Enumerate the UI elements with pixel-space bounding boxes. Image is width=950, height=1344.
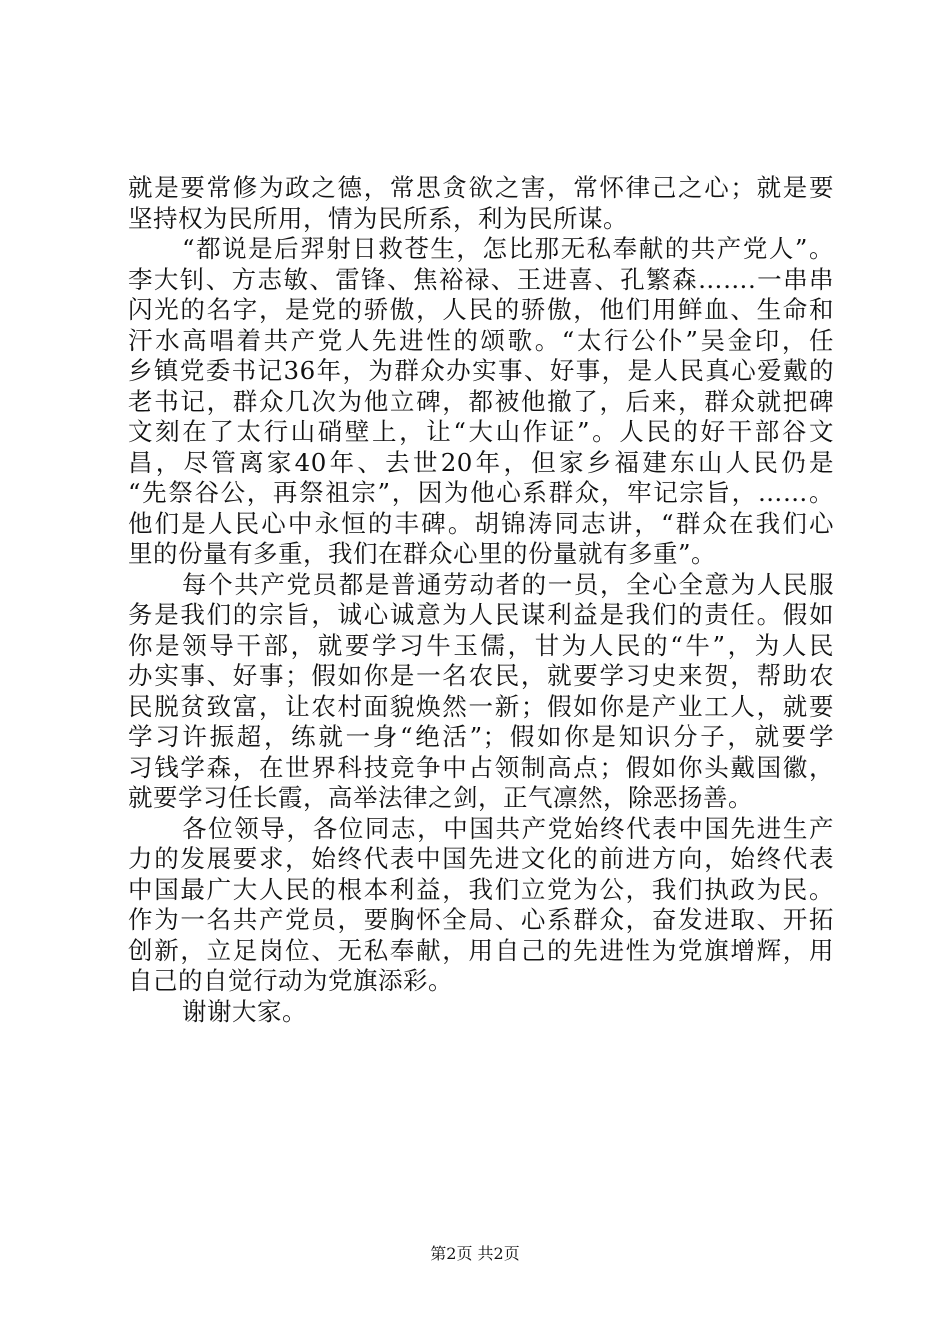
- document-body: [128, 173, 834, 1027]
- text-line: 自己的自觉行动为党旗添彩。: [128, 966, 453, 995]
- text-line: 中国最广大人民的根本利益，我们立党为公，我们执政为民。: [128, 874, 834, 904]
- text-line: 你是领导干部，就要学习牛玉儒，甘为人民的“牛”，为人民: [128, 630, 834, 660]
- text-line: 就是要常修为政之德，常思贪欲之害，常怀律己之心；就是要: [128, 173, 834, 202]
- page-number: 第2页 共2页: [430, 1244, 520, 1263]
- text-line: 学习许振超，练就一身“绝活”；假如你是知识分子，就要学: [128, 722, 834, 751]
- text-line: 闪光的名字，是党的骄傲，人民的骄傲，他们用鲜血、生命和: [128, 295, 834, 324]
- text-line: 昌，尽管离家40年、去世20年，但家乡福建东山人民仍是: [128, 447, 834, 477]
- page-footer: [0, 1244, 950, 1264]
- closing-line: 谢谢大家。: [182, 996, 307, 1026]
- text-line: 他们是人民心中永恒的丰碑。胡锦涛同志讲，“群众在我们心: [128, 508, 834, 538]
- paragraph-first-line: 各位领导，各位同志，中国共产党始终代表中国先进生产: [182, 813, 834, 843]
- text-line: 务是我们的宗旨，诚心诚意为人民谋利益是我们的责任。假如: [128, 600, 834, 629]
- text-line: 办实事、好事；假如你是一名农民，就要学习史来贺，帮助农: [128, 661, 834, 690]
- text-line: 就要学习任长霞，高举法律之剑，正气凛然，除恶扬善。: [128, 783, 753, 812]
- text-line: 乡镇党委书记36年，为群众办实事、好事，是人民真心爱戴的: [128, 356, 834, 385]
- text-line: 民脱贫致富，让农村面貌焕然一新；假如你是产业工人，就要: [128, 691, 834, 721]
- text-line: 李大钊、方志敏、雷锋、焦裕禄、王进喜、孔繁森…….一串串: [128, 264, 834, 294]
- text-line: 老书记，群众几次为他立碑，都被他撤了，后来，群众就把碑: [128, 386, 834, 416]
- paragraph-first-line: 每个共产党员都是普通劳动者的一员，全心全意为人民服: [182, 569, 834, 599]
- text-line: “先祭谷公，再祭祖宗”，因为他心系群众，牢记宗旨，……。: [128, 478, 834, 507]
- text-line: 作为一名共产党员，要胸怀全局、心系群众，奋发进取、开拓: [128, 905, 834, 934]
- text-line: 汗水高唱着共产党人先进性的颂歌。“太行公仆”吴金印，任: [128, 325, 834, 355]
- text-line: 习钱学森，在世界科技竞争中占领制高点；假如你头戴国徽，: [128, 752, 834, 782]
- paragraph-first-line: “都说是后羿射日救苍生，怎比那无私奉献的共产党人”。: [182, 234, 834, 263]
- text-line: 里的份量有多重，我们在群众心里的份量就有多重”。: [128, 539, 717, 568]
- text-line: 文刻在了太行山硝壁上，让“大山作证”。人民的好干部谷文: [128, 417, 834, 446]
- text-line: 坚持权为民所用，情为民所系，利为民所谋。: [128, 203, 628, 233]
- text-line: 力的发展要求，始终代表中国先进文化的前进方向，始终代表: [128, 844, 834, 873]
- text-line: 创新，立足岗位、无私奉献，用自己的先进性为党旗增辉，用: [128, 935, 834, 965]
